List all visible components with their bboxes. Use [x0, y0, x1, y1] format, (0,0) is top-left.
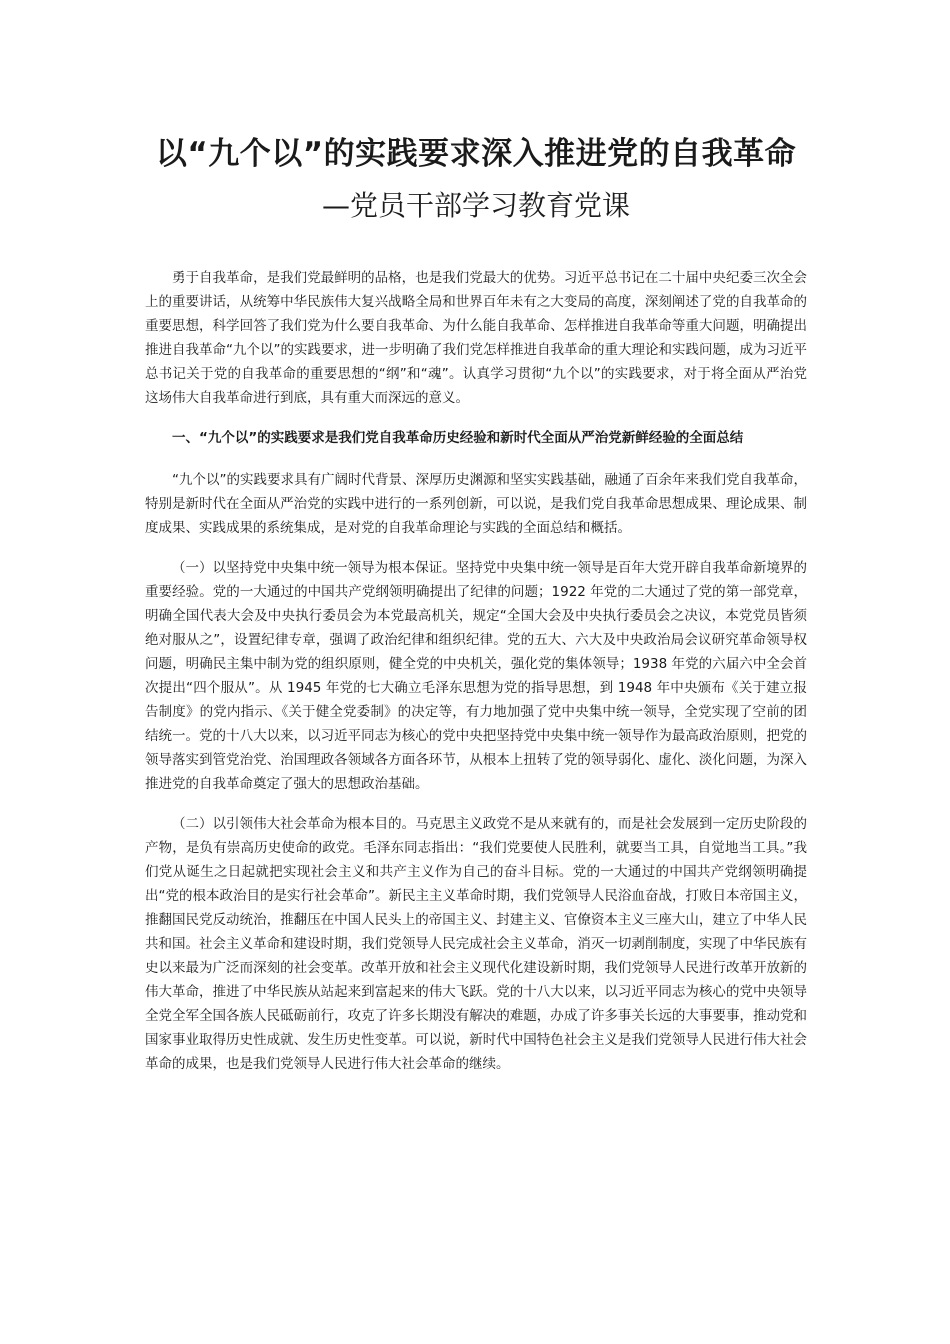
body-paragraph: “九个以”的实践要求具有广阔时代背景、深厚历史渊源和坚实实践基础，融通了百余年来我们党自我革命，特别是新时代在全面从严治党的实践中进行的一系列创新，可以说，是我们党自我革命思想成果、理论成果、制度成果、实践成果的系统集成，是对党的自我革命理论与实践的全面总结和概括。 — [145, 472, 807, 536]
document-title: 以“九个以”的实践要求深入推进党的自我革命 — [155, 136, 797, 172]
body-paragraph: （二）以引领伟大社会革命为根本目的。马克思主义政党不是从来就有的，而是社会发展到一定历史阶段的产物，是负有崇高历史使命的政党。毛泽东同志指出：“我们党要使人民胜利，就要当工具，自觉地当工具。”我们党从诞生之日起就把实现社会主义和共产主义作为自己的奋斗目标。党的一大通过的中国共产党纲领明确提出“党的根本政治目的是实行社会革命”。新民主主义革命时期，我们党领导人民浴血奋战，打败日本帝国主义，推翻国民党反动统治，推翻压在中国人民头上的帝国主义、封建主义、官僚资本主义三座大山，建立了中华人民共和国。社会主义革命和建设时期，我们党领导人民完成社会主义革命，消灭一切剥削制度，实现了中华民族有史以来最为广泛而深刻的社会变革。改革开放和社会主义现代化建设新时期，我们党领导人民进行改革开放新的伟大革命，推进了中华民族从站起来到富起来的伟大飞跃。党的十八大以来，以习近平同志为核心的党中央领导全党全军全国各族人民砥砺前行，攻克了许多长期没有解决的难题，办成了许多事关长远的大事要事，推动党和国家事业取得历史性成就、发生历史性变革。可以说，新时代中国特色社会主义是我们党领导人民进行伟大社会革命的成果，也是我们党领导人民进行伟大社会革命的继续。 — [145, 816, 807, 1072]
intro-paragraph: 勇于自我革命，是我们党最鲜明的品格，也是我们党最大的优势。习近平总书记在二十届中央纪委三次全会上的重要讲话，从统筹中华民族伟大复兴战略全局和世界百年未有之大变局的高度，深刻阐述了党的自我革命的重要思想，科学回答了我们党为什么要自我革命、为什么能自我革命、怎样推进自我革命等重大问题，明确提出推进自我革命“九个以”的实践要求，进一步明确了我们党怎样推进自我革命的重大理论和实践问题，成为习近平总书记关于党的自我革命的重要思想的“纲”和“魂”。认真学习贯彻“九个以”的实践要求，对于将全面从严治党这场伟大自我革命进行到底，具有重大而深远的意义。 — [145, 270, 807, 406]
document-subtitle: —党员干部学习教育党课 — [321, 189, 630, 222]
section-heading-1: 一、“九个以”的实践要求是我们党自我革命历史经验和新时代全面从严治党新鲜经验的全面总结 — [172, 430, 744, 446]
document-page — [145, 130, 807, 1092]
body-paragraph: （一）以坚持党中央集中统一领导为根本保证。坚持党中央集中统一领导是百年大党开辟自我革命新境界的重要经验。党的一大通过的中国共产党纲领明确提出了纪律的问题；1922 年党的二大通过了党的第一部党章，明确全国代表大会及中央执行委员会为本党最高机关，规定“全国大会及中央执行委员会之决议，本党党员皆须绝对服从之”，设置纪律专章，强调了政治纪律和组织纪律。党的五大、六大及中央政治局会议研究革命领导权问题，明确民主集中制为党的组织原则，健全党的中央机关，强化党的集体领导；1938 年党的六届六中全会首次提出“四个服从”。从 1945 年党的七大确立毛泽东思想为党的指导思想，到 1948 年中央颁布《关于建立报告制度》的党内指示、《关于健全党委制》的决定等，有力地加强了党中央集中统一领导，全党实现了空前的团结统一。党的十八大以来，以习近平同志为核心的党中央把坚持党中央集中统一领导作为最高政治原则，把党的领导落实到管党治党、治国理政各领域各方面各环节，从根本上扭转了党的领导弱化、虚化、淡化问题，为深入推进党的自我革命奠定了强大的思想政治基础。 — [145, 560, 807, 792]
